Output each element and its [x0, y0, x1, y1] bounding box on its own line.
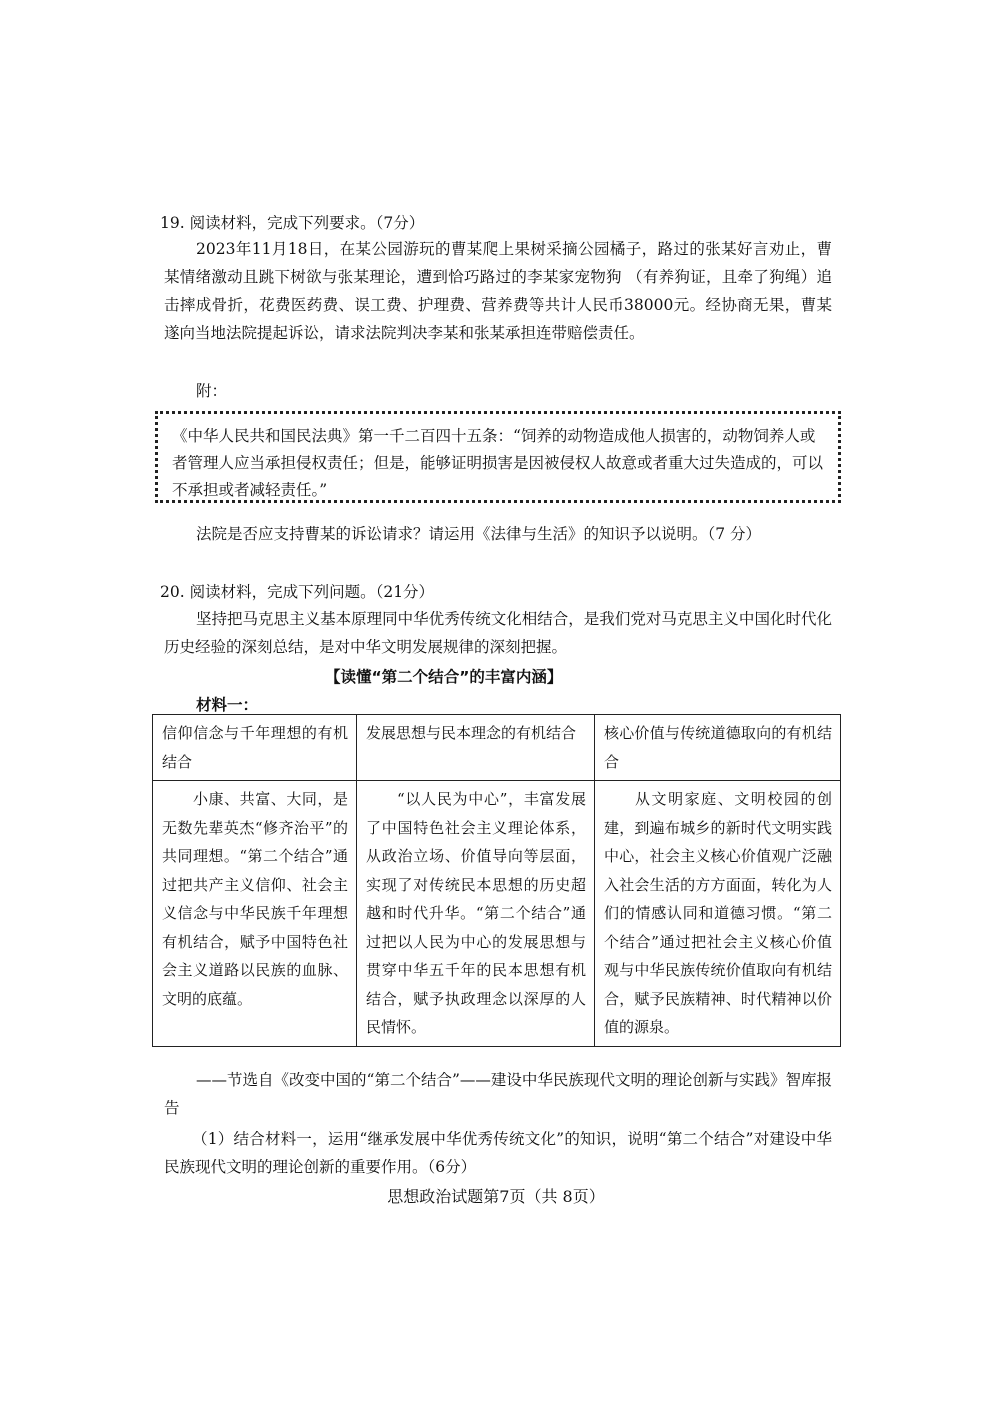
table-cell: 小康、共富、大同，是无数先辈英杰“修齐治平”的共同理想。“第二个结合”通过把共产主义信仰、社会主义信念与中华民族千年理想有机结合，赋予中国特色社会主义道路以民族的血脉、文明的底蕴。: [153, 781, 357, 1047]
law-excerpt-box: [155, 411, 841, 503]
page-footer: 思想政治试题第7页（共 8页）: [387, 1187, 605, 1206]
material-table: [152, 714, 841, 1047]
table-header-cell: 发展思想与民本理念的有机结合: [357, 715, 595, 781]
q20-intro: 坚持把马克思主义基本原理同中华优秀传统文化相结合，是我们党对马克思主义中国化时代化历史经验的深刻总结，是对中华文明发展规律的深刻把握。: [164, 610, 832, 656]
section-title: 【读懂“第二个结合”的丰富内涵】: [325, 668, 563, 686]
q19-paragraph: 2023年11月18日，在某公园游玩的曹某爬上果树采摘公园橘子，路过的张某好言劝止，曹某情绪激动且跳下树欲与张某理论，遭到恰巧路过的李某家宠物狗 （有养狗证，且牵了狗绳）追击摔成骨折，花费医药费、误工费、护理费、营养费等共计人民币38000元。经协商无果，曹某遂向当地法院提起诉讼，请求法院判决李某和张某承担连带赔偿责任。: [164, 240, 832, 342]
table-header-row: [153, 715, 841, 781]
q19-heading: 19. 阅读材料，完成下列要求。（7分）: [160, 214, 425, 232]
table-row: [153, 781, 841, 1047]
table-header-cell: 核心价值与传统道德取向的有机结合: [595, 715, 841, 781]
material-label: 材料一：: [196, 696, 259, 714]
table-cell: “以人民为中心”，丰富发展了中国特色社会主义理论体系，从政治立场、价值导向等层面，实现了对传统民本思想的历史超越和时代升华。“第二个结合”通过把以人民为中心的发展思想与贯穿中华五千年的民本思想有机结合，赋予执政理念以深厚的人民情怀。: [357, 781, 595, 1047]
attach-label: 附：: [196, 382, 228, 400]
table-header-cell: 信仰信念与千年理想的有机结合: [153, 715, 357, 781]
table-cell: 从文明家庭、文明校园的创建，到遍布城乡的新时代文明实践中心，社会主义核心价值观广泛融入社会生活的方方面面，转化为人们的情感认同和道德习惯。“第二个结合”通过把社会主义核心价值观与中华民族传统价值取向有机结合，赋予民族精神、时代精神以价值的源泉。: [595, 781, 841, 1047]
q20-heading: 20. 阅读材料，完成下列问题。（21分）: [160, 583, 435, 601]
sub-question-1: （1）结合材料一，运用“继承发展中华优秀传统文化”的知识，说明“第二个结合”对建设中华民族现代文明的理论创新的重要作用。（6分）: [164, 1130, 832, 1176]
q19-question: 法院是否应支持曹某的诉讼请求？请运用《法律与生活》的知识予以说明。（7 分）: [196, 525, 762, 543]
source-citation: ——节选自《改变中国的“第二个结合”——建设中华民族现代文明的理论创新与实践》智库报告: [164, 1071, 832, 1117]
law-excerpt-text: 《中华人民共和国民法典》第一千二百四十五条：“饲养的动物造成他人损害的，动物饲养人或者管理人应当承担侵权责任；但是，能够证明损害是因被侵权人故意或者重大过失造成的，可以不承担或者减轻责任。”: [172, 427, 824, 499]
